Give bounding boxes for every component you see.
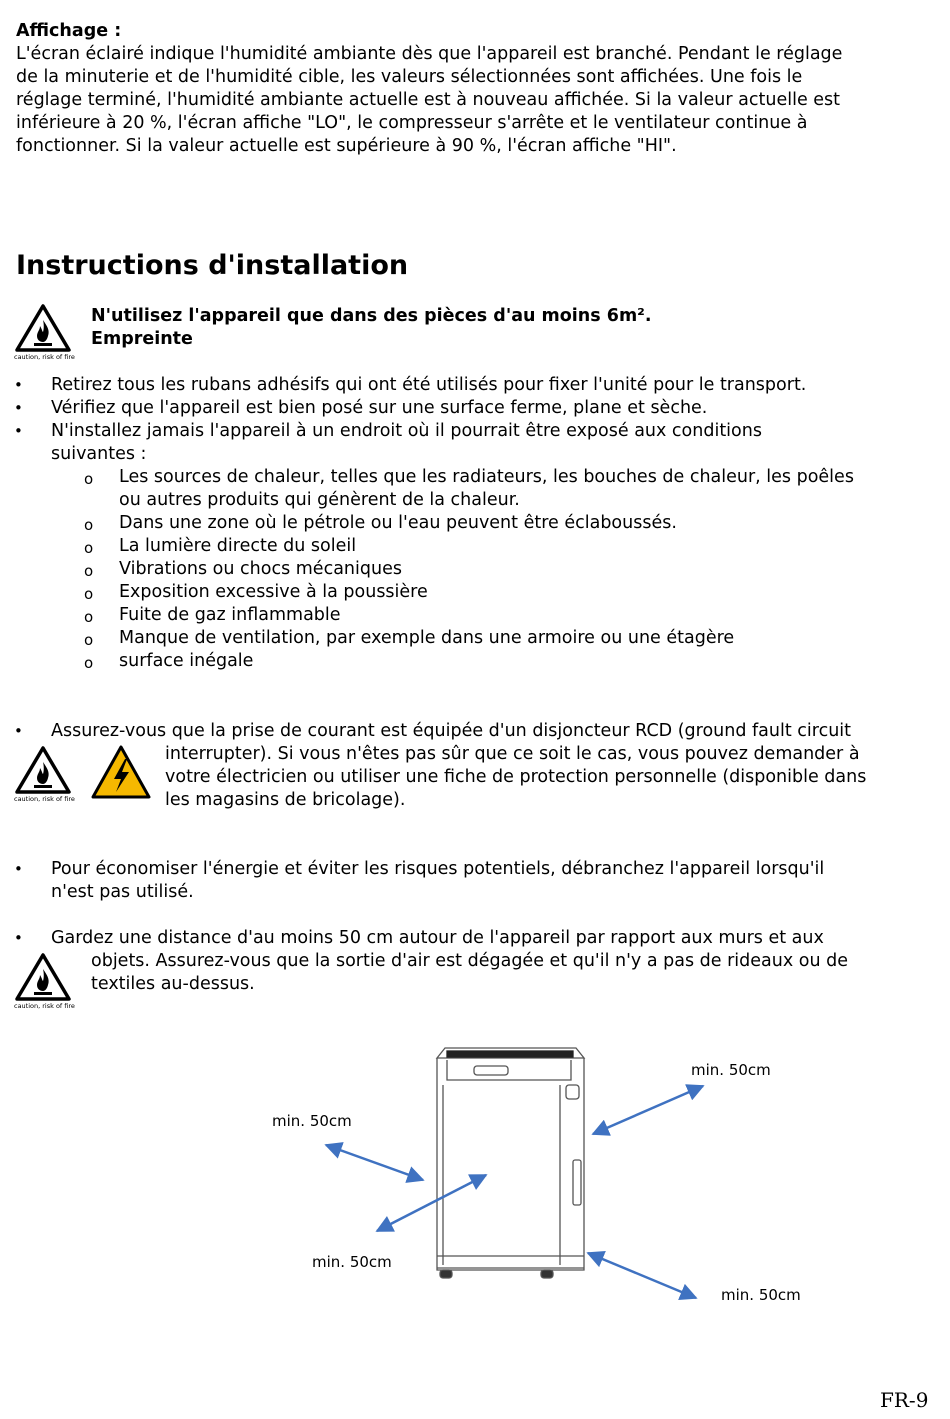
rcd-text-line: votre électricien ou utiliser une fiche de protection personnelle (disponible dans (165, 767, 867, 787)
page-number: FR-9 (880, 1388, 929, 1412)
sub-list-item: Dans une zone où le pétrole ou l'eau peuvent être éclaboussés. (119, 513, 677, 533)
clearance-label-left: min. 50cm (272, 1112, 352, 1130)
energy-text-line: Pour économiser l'énergie et éviter les risques potentiels, débranchez l'appareil lorsqu'il (51, 859, 825, 879)
arrow-top-right (593, 1086, 703, 1134)
display-heading: Affichage : (16, 21, 122, 41)
arrow-bottom-left (377, 1175, 486, 1231)
sub-bullet-symbol: o (84, 539, 94, 557)
list-item: Retirez tous les rubans adhésifs qui ont été utilisés pour fixer l'unité pour le transport. (51, 375, 807, 395)
clearance-label-top-right: min. 50cm (691, 1061, 771, 1079)
sub-bullet-symbol: o (84, 562, 94, 580)
sub-bullet-symbol: o (84, 608, 94, 626)
distance-text-line: Gardez une distance d'au moins 50 cm autour de l'appareil par rapport aux murs et aux (51, 928, 824, 948)
arrow-bottom-right (588, 1253, 696, 1298)
sub-list-item: Manque de ventilation, par exemple dans une armoire ou une étagère (119, 628, 735, 648)
distance-text-line: textiles au-dessus. (91, 974, 255, 994)
bullet-symbol: • (14, 722, 23, 740)
bullet-symbol: • (14, 422, 23, 440)
display-text-line: fonctionner. Si la valeur actuelle est supérieure à 90 %, l'écran affiche "HI". (16, 136, 677, 156)
rcd-text-line: interrupter). Si vous n'êtes pas sûr que ce soit le cas, vous pouvez demander à (165, 744, 860, 764)
installation-title: Instructions d'installation (16, 250, 409, 281)
display-text-line: réglage terminé, l'humidité ambiante actuelle est à nouveau affichée. Si la valeur actuelle est (16, 90, 841, 110)
rcd-text-line: les magasins de bricolage). (165, 790, 406, 810)
bullet-symbol: • (14, 376, 23, 394)
sub-list-item: Fuite de gaz inflammable (119, 605, 341, 625)
sub-list-item: La lumière directe du soleil (119, 536, 357, 556)
display-text-line: inférieure à 20 %, l'écran affiche "LO", le compresseur s'arrête et le ventilateur continue à (16, 113, 808, 133)
display-text-line: de la minuterie et de l'humidité cible, les valeurs sélectionnées sont affichées. Une fois le (16, 67, 803, 87)
fire-warning-icon (14, 303, 75, 365)
rcd-text-line: Assurez-vous que la prise de courant est équipée d'un disjoncteur RCD (ground fault circuit (51, 721, 852, 741)
clearance-label-bottom-left: min. 50cm (312, 1253, 392, 1271)
sub-bullet-symbol: o (84, 516, 94, 534)
room-size-warning: N'utilisez l'appareil que dans des pièces d'au moins 6m². (91, 306, 652, 326)
sub-list-item: Vibrations ou chocs mécaniques (119, 559, 402, 579)
display-text-line: L'écran éclairé indique l'humidité ambiante dès que l'appareil est branché. Pendant le réglage (16, 44, 843, 64)
fire-warning-icon (14, 745, 75, 807)
clearance-diagram (0, 1030, 950, 1330)
fire-caption: caution, risk of fire (14, 795, 75, 803)
electric-hazard-icon (90, 744, 152, 800)
bullet-symbol: • (14, 860, 23, 878)
list-item: Vérifiez que l'appareil est bien posé sur une surface ferme, plane et sèche. (51, 398, 708, 418)
dehumidifier-drawing (437, 1048, 584, 1278)
sub-list-item: surface inégale (119, 651, 254, 671)
footprint-label: Empreinte (91, 329, 193, 349)
sub-bullet-symbol: o (84, 631, 94, 649)
sub-list-item: Exposition excessive à la poussière (119, 582, 428, 602)
sub-bullet-symbol: o (84, 585, 94, 603)
sub-bullet-symbol: o (84, 470, 94, 488)
energy-text-line: n'est pas utilisé. (51, 882, 194, 902)
sub-list-item: Les sources de chaleur, telles que les radiateurs, les bouches de chaleur, les poêles (119, 467, 854, 487)
sub-list-item: ou autres produits qui génèrent de la chaleur. (119, 490, 520, 510)
sub-bullet-symbol: o (84, 654, 94, 672)
bullet-symbol: • (14, 399, 23, 417)
distance-text-line: objets. Assurez-vous que la sortie d'air est dégagée et qu'il n'y a pas de rideaux ou de (91, 951, 848, 971)
fire-warning-icon (14, 952, 75, 1014)
arrow-left (326, 1145, 423, 1180)
fire-caption: caution, risk of fire (14, 1002, 75, 1010)
list-item: N'installez jamais l'appareil à un endroit où il pourrait être exposé aux conditions (51, 421, 762, 441)
bullet-symbol: • (14, 929, 23, 947)
fire-caption: caution, risk of fire (14, 353, 75, 361)
clearance-label-bottom-right: min. 50cm (721, 1286, 801, 1304)
list-item: suivantes : (51, 444, 147, 464)
